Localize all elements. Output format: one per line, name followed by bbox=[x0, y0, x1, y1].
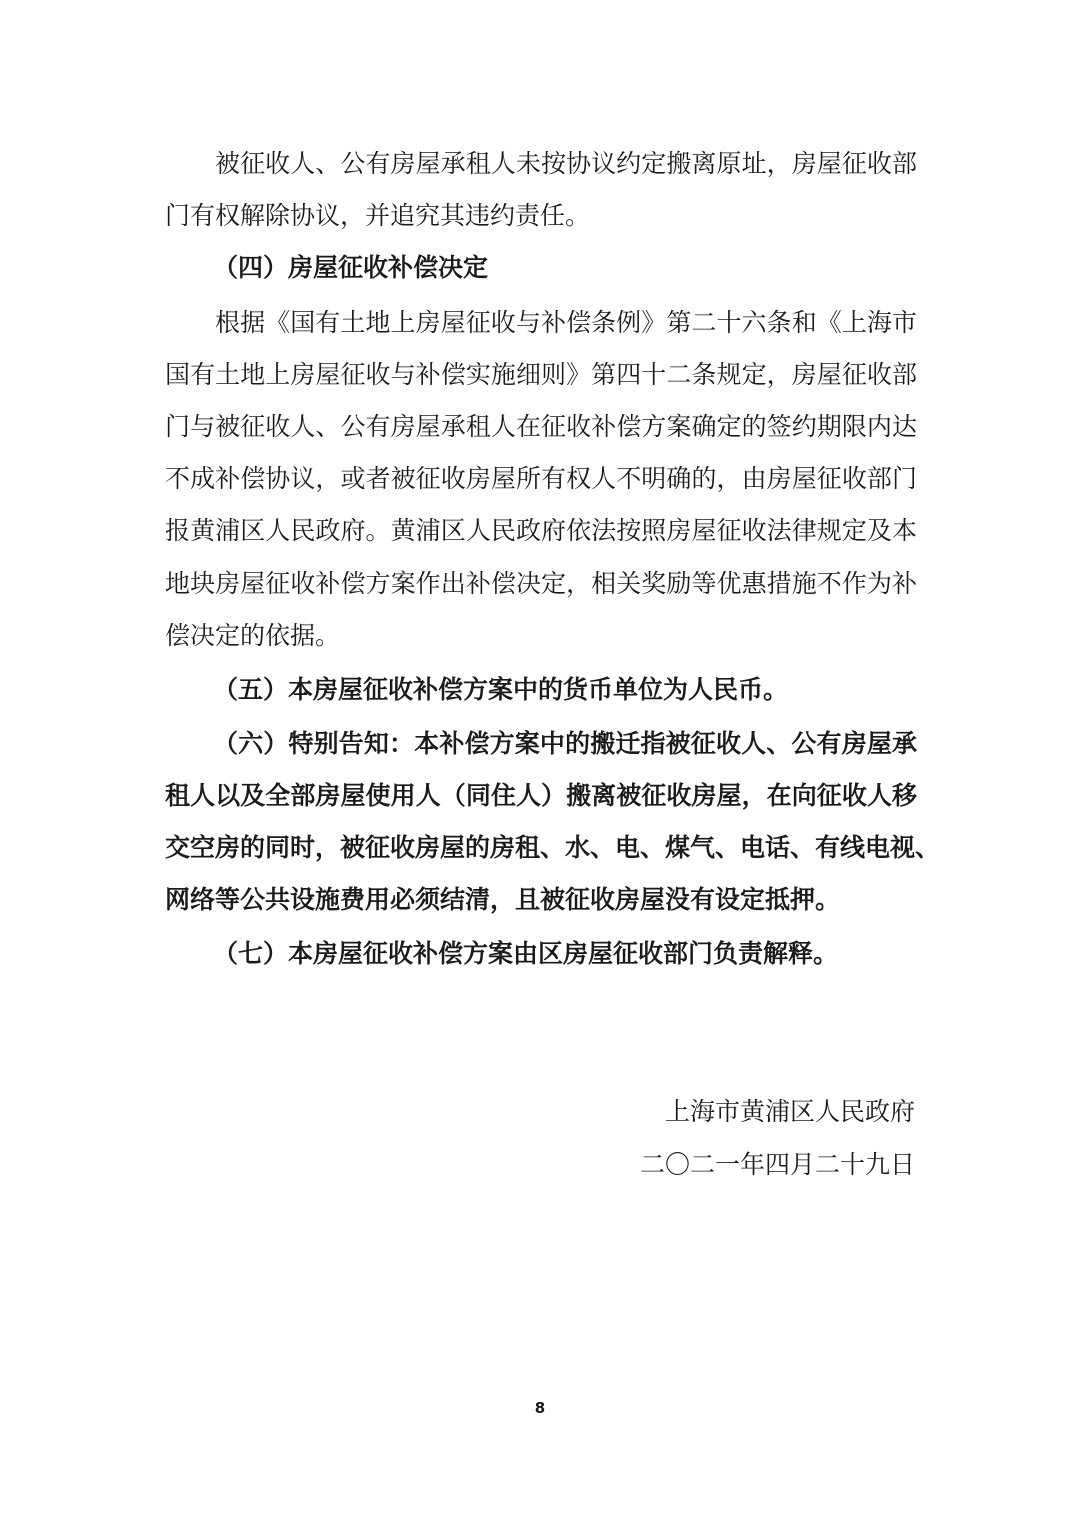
paragraph-2-line-1: 根据《国有土地上房屋征收与补偿条例》第二十六条和《上海市 bbox=[215, 308, 917, 337]
issue-date: 二〇二一年四月二十九日 bbox=[639, 1150, 915, 1179]
paragraph-1-line-1: 被征收人、公有房屋承租人未按协议约定搬离原址，房屋征收部 bbox=[215, 149, 917, 178]
paragraph-2-line-5: 报黄浦区人民政府。黄浦区人民政府依法按照房屋征收法律规定及本 bbox=[165, 516, 917, 545]
paragraph-2-line-3: 门与被征收人、公有房屋承租人在征收补偿方案确定的签约期限内达 bbox=[165, 412, 917, 441]
paragraph-2-line-6: 地块房屋征收补偿方案作出补偿决定，相关奖励等优惠措施不作为补 bbox=[165, 569, 917, 598]
page-number: 8 bbox=[534, 1399, 546, 1417]
issuer-signature: 上海市黄浦区人民政府 bbox=[664, 1097, 915, 1126]
paragraph-2-line-2: 国有土地上房屋征收与补偿实施细则》第四十二条规定，房屋征收部 bbox=[165, 360, 917, 389]
item-7: （七）本房屋征收补偿方案由区房屋征收部门负责解释。 bbox=[213, 939, 839, 968]
paragraph-2-line-7: 偿决定的依据。 bbox=[165, 621, 341, 650]
item-6-line-3: 交空房的同时，被征收房屋的房租、水、电、煤气、电话、有线电视、 bbox=[165, 833, 941, 862]
item-6-line-4: 网络等公共设施费用必须结清，且被征收房屋没有设定抵押。 bbox=[165, 885, 841, 914]
paragraph-1-line-2: 门有权解除协议，并追究其违约责任。 bbox=[165, 201, 591, 230]
paragraph-2-line-4: 不成补偿协议，或者被征收房屋所有权人不明确的，由房屋征收部门 bbox=[165, 464, 917, 493]
item-6-line-1: （六）特别告知：本补偿方案中的搬迁指被征收人、公有房屋承 bbox=[213, 729, 917, 758]
item-5: （五）本房屋征收补偿方案中的货币单位为人民币。 bbox=[213, 675, 789, 704]
section-heading-4: （四）房屋征收补偿决定 bbox=[213, 253, 489, 282]
item-6-line-2: 租人以及全部房屋使用人（同住人）搬离被征收房屋，在向征收人移 bbox=[165, 781, 917, 810]
